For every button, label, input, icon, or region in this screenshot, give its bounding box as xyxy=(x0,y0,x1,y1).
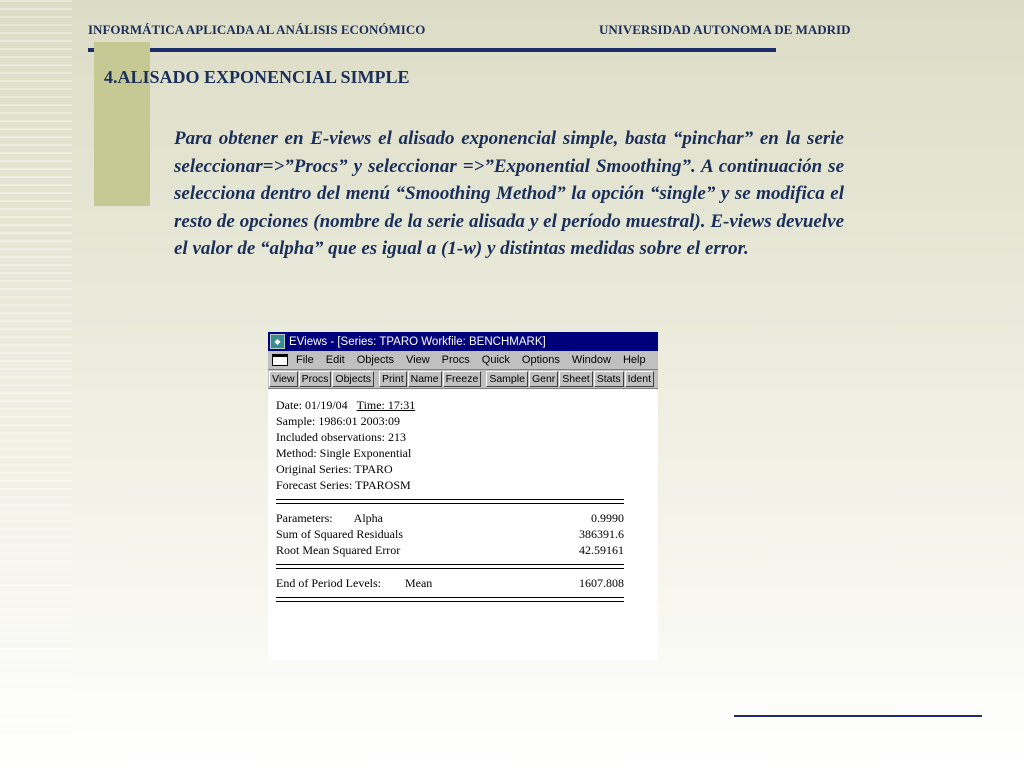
eop-value: 1607.808 xyxy=(579,576,624,590)
menu-window[interactable]: Window xyxy=(571,354,611,366)
output-divider xyxy=(276,499,624,504)
eviews-toolbar xyxy=(268,370,658,389)
output-original-series: Original Series: TPARO xyxy=(276,462,393,476)
output-included: Included observations: 213 xyxy=(276,430,406,444)
output-forecast-series: Forecast Series: TPAROSM xyxy=(276,478,411,492)
eviews-title: EViews - [Series: TPARO Workfile: BENCHMARK] xyxy=(289,335,546,348)
rmse-label: Root Mean Squared Error xyxy=(276,543,401,557)
stat-row-alpha xyxy=(276,510,624,526)
toolbar-genr-button[interactable]: Genr xyxy=(529,371,558,387)
eop-label: End of Period Levels: xyxy=(276,576,381,590)
toolbar-ident-button[interactable]: Ident xyxy=(625,371,654,387)
eviews-app-icon[interactable]: ◆ xyxy=(270,334,285,349)
stat-row-ssr xyxy=(276,526,624,542)
eop-sub: Mean xyxy=(404,576,433,590)
menu-view[interactable]: View xyxy=(406,354,430,366)
toolbar-name-button[interactable]: Name xyxy=(408,371,442,387)
output-time: Time: 17:31 xyxy=(356,398,416,412)
menu-edit[interactable]: Edit xyxy=(325,354,345,366)
left-stripe-decoration xyxy=(0,0,72,768)
eviews-titlebar[interactable] xyxy=(268,332,658,351)
toolbar-procs-button[interactable]: Procs xyxy=(299,371,332,387)
params-label: Parameters: xyxy=(276,511,333,525)
menu-file[interactable]: File xyxy=(296,354,314,366)
body-paragraph: Para obtener en E-views el alisado exponencial simple, basta “pinchar” en la serie seleccionar=>”Procs” y seleccionar =>”Exponential Smoothing”. A continuación se selecciona dentro del menú “Smoothing Method” la opción “single” y se modifica el resto de opciones (nombre de la serie alisada y el período muestral). E-views devuelve el valor de “alpha” que es igual a (1-w) y distintas medidas sobre el error. xyxy=(174,128,844,259)
header-rule xyxy=(88,48,776,52)
toolbar-stats-button[interactable]: Stats xyxy=(594,371,624,387)
output-date: Date: 01/19/04 xyxy=(276,398,348,412)
output-divider xyxy=(276,597,624,602)
eviews-window xyxy=(268,332,658,660)
output-sample: Sample: 1986:01 2003:09 xyxy=(276,414,400,428)
output-method: Method: Single Exponential xyxy=(276,446,412,460)
university-name: UNIVERSIDAD AUTONOMA DE MADRID xyxy=(599,22,851,37)
toolbar-print-button[interactable]: Print xyxy=(379,371,407,387)
stat-row-rmse xyxy=(276,542,624,558)
ssr-label: Sum of Squared Residuals xyxy=(276,527,403,541)
params-sub: Alpha xyxy=(353,511,383,525)
output-divider xyxy=(276,564,624,569)
menu-quick[interactable]: Quick xyxy=(481,354,510,366)
toolbar-objects-button[interactable]: Objects xyxy=(332,371,374,387)
toolbar-view-button[interactable]: View xyxy=(269,371,298,387)
alpha-value: 0.9990 xyxy=(591,511,624,525)
output-date-line xyxy=(276,397,658,413)
rmse-value: 42.59161 xyxy=(579,543,624,557)
document-menu-icon[interactable] xyxy=(272,354,288,366)
menu-options[interactable]: Options xyxy=(521,354,560,366)
section-title: 4.ALISADO EXPONENCIAL SIMPLE xyxy=(104,67,410,87)
toolbar-freeze-button[interactable]: Freeze xyxy=(443,371,482,387)
course-title: INFORMÁTICA APLICADA AL ANÁLISIS ECONÓMICO xyxy=(88,22,426,37)
toolbar-sample-button[interactable]: Sample xyxy=(486,371,528,387)
menu-help[interactable]: Help xyxy=(622,354,646,366)
smoothing-output xyxy=(268,389,658,602)
stat-row-eop xyxy=(276,575,624,591)
footer-rule xyxy=(734,715,982,717)
menu-procs[interactable]: Procs xyxy=(441,354,470,366)
ssr-value: 386391.6 xyxy=(579,527,624,541)
toolbar-sheet-button[interactable]: Sheet xyxy=(559,371,592,387)
menu-objects[interactable]: Objects xyxy=(356,354,394,366)
eviews-menubar xyxy=(268,351,658,370)
